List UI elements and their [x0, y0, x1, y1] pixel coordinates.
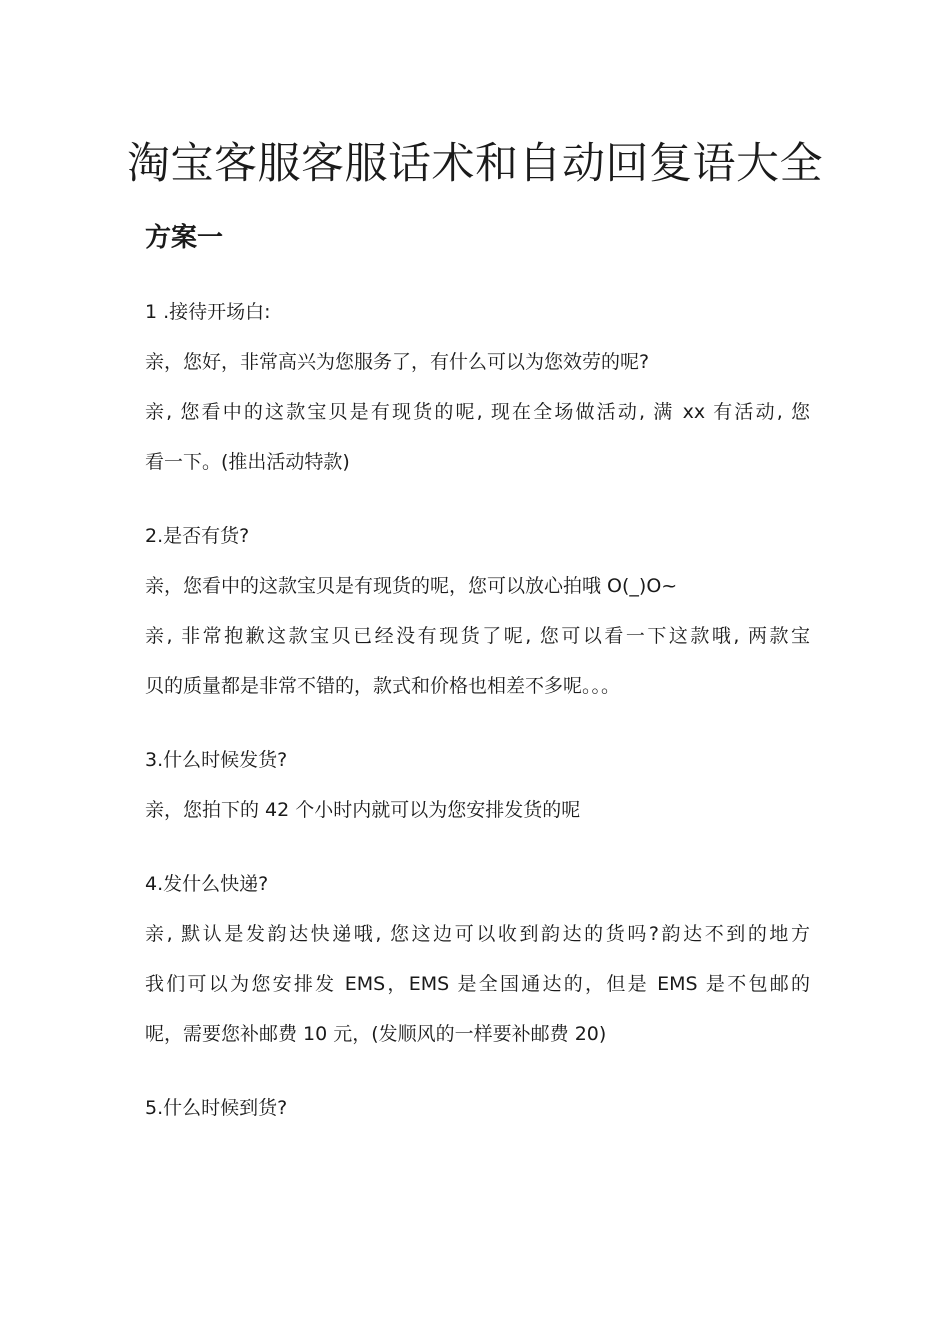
- reply-line: 看一下。(推出活动特款): [145, 451, 350, 473]
- question-heading: 5.什么时候到货?: [145, 1097, 288, 1119]
- reply-line: 亲，您好，非常高兴为您服务了，有什么可以为您效劳的呢?: [145, 351, 650, 373]
- question-heading: 1 .接待开场白:: [145, 301, 271, 323]
- section-heading: 方案一: [145, 223, 224, 253]
- reply-line: 呢，需要您补邮费 10 元，(发顺风的一样要补邮费 20): [145, 1023, 607, 1045]
- reply-line: 亲, 非常抱歉这款宝贝已经没有现货了呢, 您可以看一下这款哦, 两款宝: [145, 625, 810, 647]
- reply-line: 亲, 默认是发韵达快递哦, 您这边可以收到韵达的货吗?韵达不到的地方: [145, 923, 810, 945]
- question-heading: 4.发什么快递?: [145, 873, 269, 895]
- reply-line: 我们可以为您安排发 EMS，EMS 是全国通达的，但是 EMS 是不包邮的: [145, 973, 810, 995]
- question-heading: 2.是否有货?: [145, 525, 250, 547]
- question-heading: 3.什么时候发货?: [145, 749, 288, 771]
- document-title: 淘宝客服客服话术和自动回复语大全: [127, 139, 823, 189]
- reply-line: 亲，您拍下的 42 个小时内就可以为您安排发货的呢: [145, 799, 581, 821]
- reply-line: 亲，您看中的这款宝贝是有现货的呢，您可以放心拍哦 O(_)O~: [145, 575, 678, 597]
- reply-line: 亲, 您看中的这款宝贝是有现货的呢, 现在全场做活动, 满 xx 有活动, 您: [145, 401, 810, 423]
- reply-line: 贝的质量都是非常不错的，款式和价格也相差不多呢。。。: [145, 675, 621, 697]
